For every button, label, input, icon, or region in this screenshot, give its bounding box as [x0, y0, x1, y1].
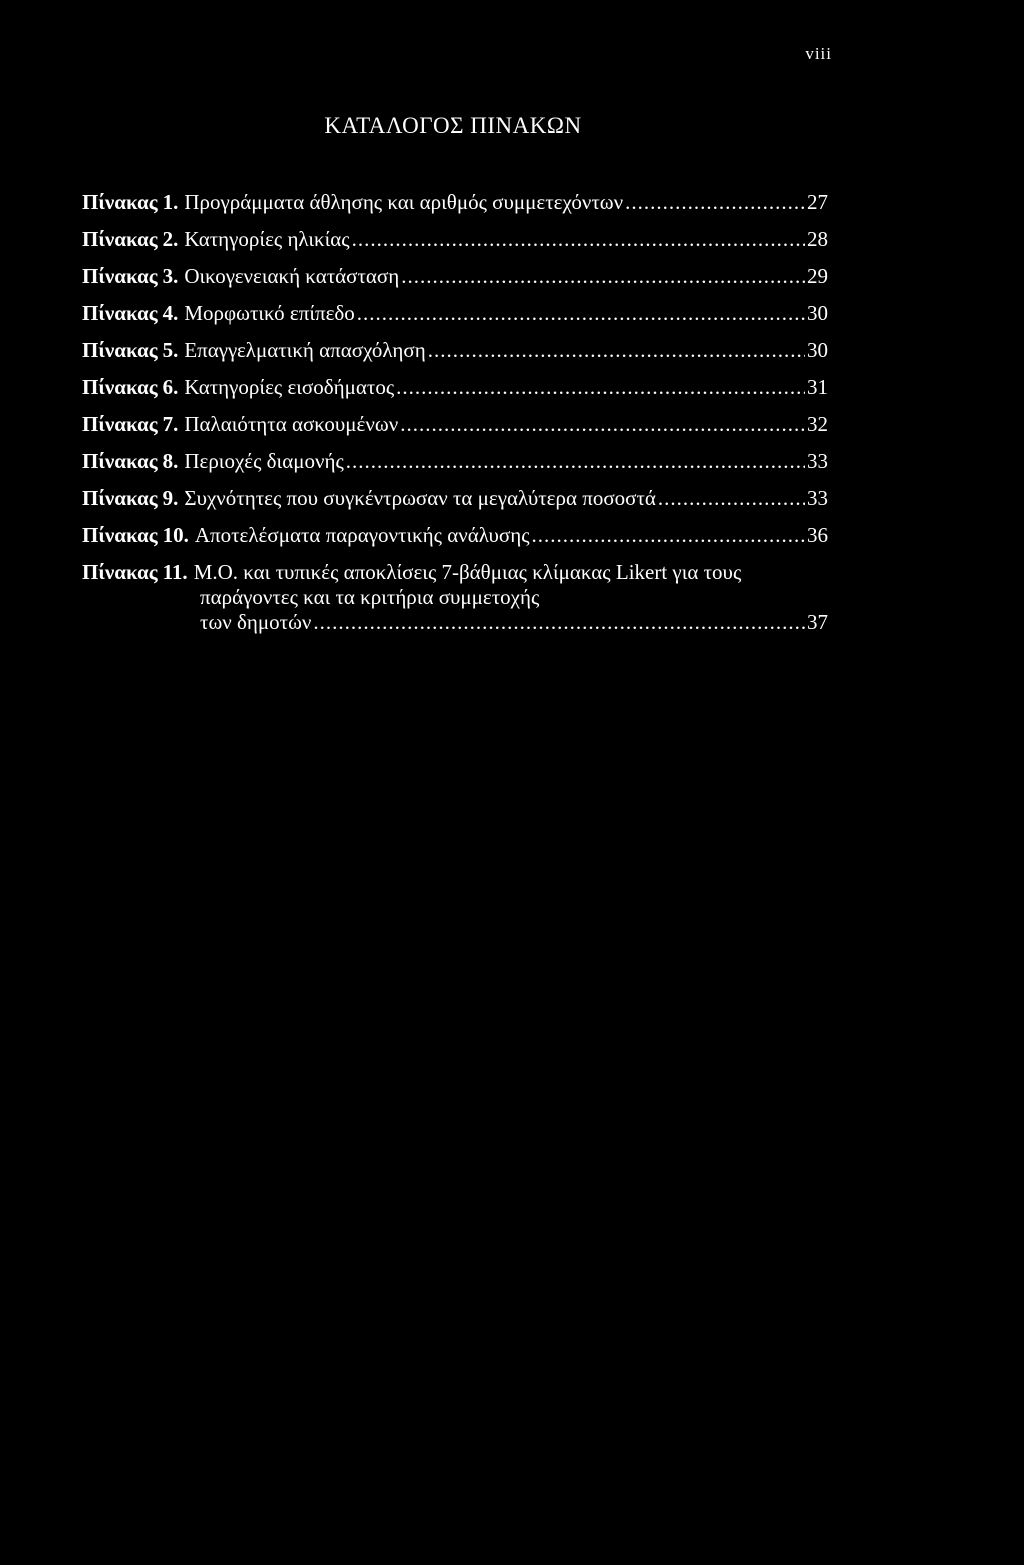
dot-leader — [532, 523, 805, 548]
entry-label: Πίνακας — [82, 523, 158, 547]
entry-page: 30 — [807, 338, 828, 362]
entry-label: Πίνακας — [82, 449, 158, 473]
toc-entry-2[interactable] — [82, 227, 828, 252]
dot-leader — [400, 412, 805, 437]
entry-number: 8. — [162, 449, 179, 473]
dot-leader — [357, 301, 805, 326]
dot-leader — [428, 338, 805, 363]
entry-title: Οικογενειακή κατάσταση — [184, 264, 400, 288]
entry-number: 9. — [162, 486, 179, 510]
entry-label: Πίνακας — [82, 190, 158, 214]
entry-label: Πίνακας — [82, 375, 158, 399]
entry-label: Πίνακας — [82, 338, 158, 362]
dot-leader — [346, 449, 805, 474]
entry-page: 29 — [807, 264, 828, 288]
entry-page: 36 — [807, 523, 828, 547]
entry-title: Προγράμματα άθλησης και αριθμός συμμετεχόντων — [184, 190, 624, 214]
dot-leader — [352, 227, 805, 252]
dot-leader — [401, 264, 805, 289]
entry-title: Περιοχές διαμονής — [184, 449, 344, 473]
entry-label: Πίνακας — [82, 486, 158, 510]
toc-entry-7[interactable] — [82, 412, 828, 437]
entry-number: 4. — [162, 301, 179, 325]
toc-entry-8[interactable] — [82, 449, 828, 474]
entry-number: 10. — [162, 523, 189, 547]
table-of-contents — [82, 190, 828, 647]
toc-entry-11[interactable] — [82, 560, 828, 635]
entry-title: Κατηγορίες εισοδήματος — [184, 375, 395, 399]
entry-page: 28 — [807, 227, 828, 251]
entry-page: 30 — [807, 301, 828, 325]
entry-page: 31 — [807, 375, 828, 399]
entry-page: 33 — [807, 449, 828, 473]
page-title: ΚΑΤΑΛΟΓΟΣ ΠΙΝΑΚΩΝ — [324, 113, 582, 138]
entry-title-line-1: Μ.Ο. και τυπικές αποκλίσεις 7-βάθμιας κλίμακας Likert για τους — [193, 560, 742, 584]
entry-label: Πίνακας — [82, 560, 158, 584]
dot-leader — [396, 375, 805, 400]
toc-entry-5[interactable] — [82, 338, 828, 363]
entry-title-line-2: παράγοντες και τα κριτήρια συμμετοχής — [200, 585, 540, 609]
entry-label: Πίνακας — [82, 264, 158, 288]
entry-number: 6. — [162, 375, 179, 399]
entry-label: Πίνακας — [82, 227, 158, 251]
toc-entry-4[interactable] — [82, 301, 828, 326]
entry-title-line-3: των δημοτών — [200, 610, 312, 634]
dot-leader — [658, 486, 805, 511]
toc-entry-1[interactable] — [82, 190, 828, 215]
toc-entry-3[interactable] — [82, 264, 828, 289]
entry-number: 1. — [162, 190, 179, 214]
entry-label: Πίνακας — [82, 412, 158, 436]
toc-entry-10[interactable] — [82, 523, 828, 548]
toc-entry-9[interactable] — [82, 486, 828, 511]
toc-entry-6[interactable] — [82, 375, 828, 400]
entry-title: Επαγγελματική απασχόληση — [184, 338, 426, 362]
entry-number: 11. — [162, 560, 188, 584]
entry-title: Αποτελέσματα παραγοντικής ανάλυσης — [194, 523, 530, 547]
entry-title: Μορφωτικό επίπεδο — [184, 301, 355, 325]
dot-leader — [313, 610, 805, 635]
entry-title: Κατηγορίες ηλικίας — [184, 227, 350, 251]
entry-page: 27 — [807, 190, 828, 214]
entry-page: 37 — [807, 610, 828, 634]
entry-number: 5. — [162, 338, 179, 362]
entry-page: 33 — [807, 486, 828, 510]
entry-number: 3. — [162, 264, 179, 288]
page-number: viii — [805, 44, 832, 63]
entry-title: Παλαιότητα ασκουμένων — [184, 412, 399, 436]
entry-title: Συχνότητες που συγκέντρωσαν τα μεγαλύτερα ποσοστά — [184, 486, 656, 510]
entry-number: 2. — [162, 227, 179, 251]
entry-page: 32 — [807, 412, 828, 436]
dot-leader — [625, 190, 805, 215]
entry-number: 7. — [162, 412, 179, 436]
entry-label: Πίνακας — [82, 301, 158, 325]
